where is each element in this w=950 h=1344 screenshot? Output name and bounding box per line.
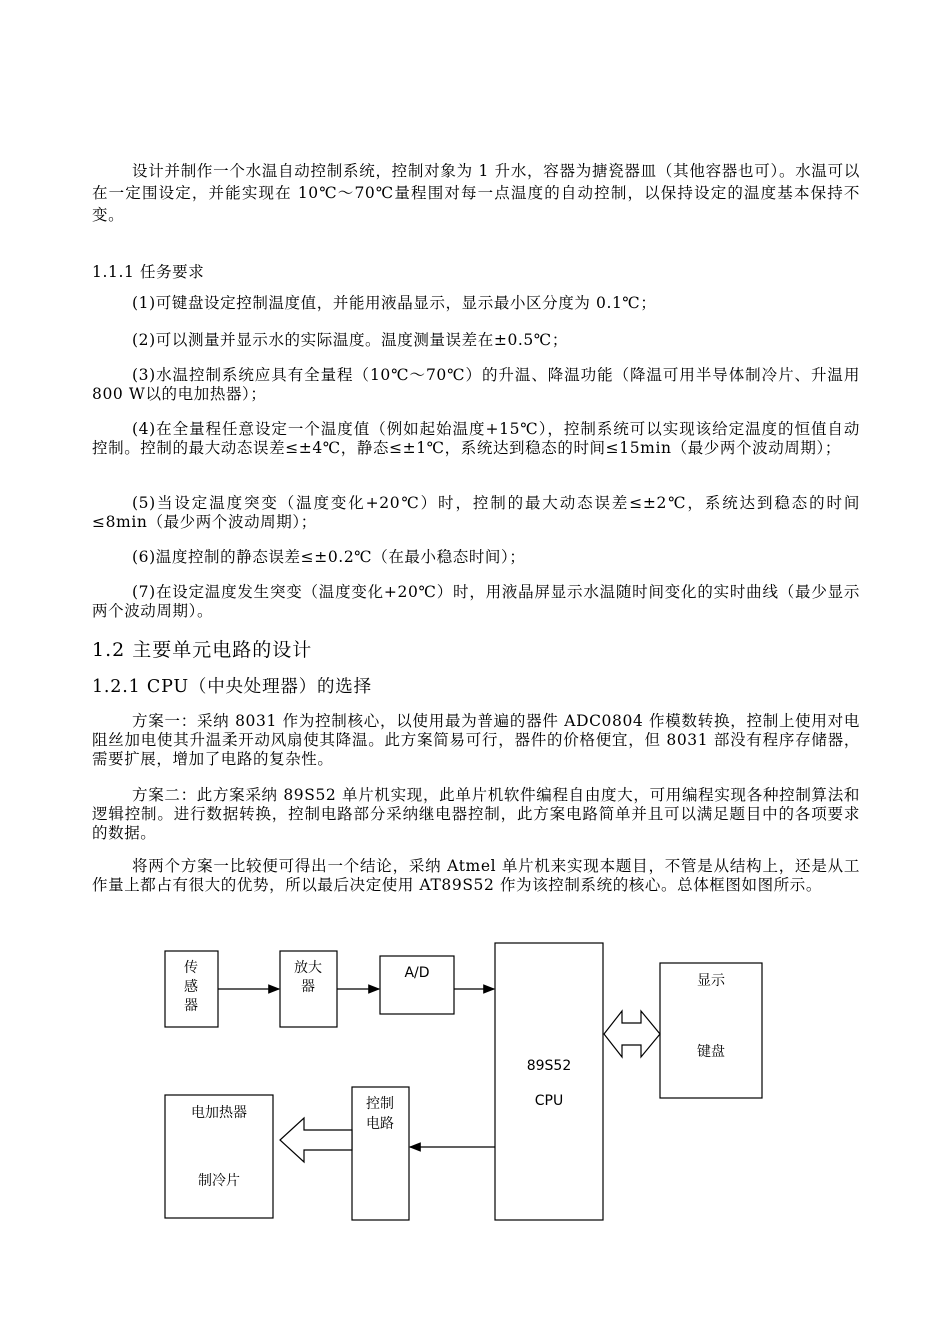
requirement-2: (2)可以测量并显示水的实际温度。温度测量误差在±0.5℃； [132,331,568,349]
sensor-label-1: 传 [184,960,198,976]
cooler-label: 制冷片 [198,1173,240,1189]
control-circuit-label-1: 控制 [366,1096,394,1112]
heater-label: 电加热器 [191,1105,247,1121]
cpu-label-name: CPU [534,1093,564,1109]
system-block-diagram [0,930,950,1230]
control-to-heater-hollow-arrow [280,1118,352,1162]
control-circuit-label-2: 电路 [366,1116,394,1132]
requirement-5: (5)当设定温度突变（温度变化+20℃）时，控制的最大动态误差≤±2℃，系统达到稳态的时间≤8min（最少两个波动周期）； [92,494,860,531]
section-1-1-1-heading: 1.1.1 任务要求 [92,263,205,281]
section-1-2-heading: 1.2 主要单元电路的设计 [92,639,313,661]
plan-two-paragraph: 方案二：此方案采纳 89S52 单片机实现，此单片机软件编程自由度大，可用编程实现各种控制算法和逻辑控制。进行数据转换，控制电路部分采纳继电器控制，此方案电路简单并且可以满足题目中的各项要求的数据。 [92,786,860,842]
sensor-label-3: 器 [184,998,198,1014]
cpu-block [495,943,603,1220]
requirement-6: (6)温度控制的静态误差≤±0.2℃（在最小稳态时间）； [132,548,526,566]
requirement-4: (4)在全量程任意设定一个温度值（例如起始温度+15℃），控制系统可以实现该给定温度的恒值自动控制。控制的最大动态误差≤±4℃，静态≤±1℃，系统达到稳态的时间≤15min（最少两个波动周期）； [92,420,860,457]
conclusion-paragraph: 将两个方案一比较便可得出一个结论，采纳 Atmel 单片机来实现本题目，不管是从结构上，还是从工作量上都占有很大的优势，所以最后决定使用 AT89S52 作为该控制系统的核心。总体框图如图所示。 [92,857,860,894]
requirement-1: (1)可键盘设定控制温度值，并能用液晶显示，显示最小区分度为 0.1℃； [132,294,657,312]
section-1-2-1-heading: 1.2.1 CPU（中央处理器）的选择 [92,677,372,697]
cpu-display-double-arrow [604,1011,660,1057]
ad-converter-label: A/D [404,965,430,981]
intro-paragraph: 设计并制作一个水温自动控制系统，控制对象为 1 升水，容器为搪瓷器皿（其他容器也可）。水温可以在一定围设定，并能实现在 10℃～70℃量程围对每一点温度的自动控制，以保持设定的温度基本保持不变。 [92,162,860,224]
plan-one-paragraph: 方案一：采纳 8031 作为控制核心，以使用最为普遍的器件 ADC0804 作模数转换，控制上使用对电阻丝加电使其升温柔开动风扇使其降温。此方案简易可行，器件的价格便宜，但 8031 部没有程序存储器， 需要扩展，增加了电路的复杂性。 [92,712,860,768]
cpu-label-model: 89S52 [526,1058,572,1074]
amplifier-label-2: 器 [301,979,315,995]
display-label: 显示 [697,973,725,989]
amplifier-label-1: 放大 [294,960,322,976]
keyboard-label: 键盘 [697,1044,725,1060]
requirement-3: (3)水温控制系统应具有全量程（10℃～70℃）的升温、降温功能（降温可用半导体制冷片、升温用 800 W以的电加热器）； [92,366,860,403]
requirement-7: (7)在设定温度发生突变（温度变化+20℃）时，用液晶屏显示水温随时间变化的实时曲线（最少显示两个波动周期）。 [92,583,860,620]
sensor-label-2: 感 [184,979,198,995]
